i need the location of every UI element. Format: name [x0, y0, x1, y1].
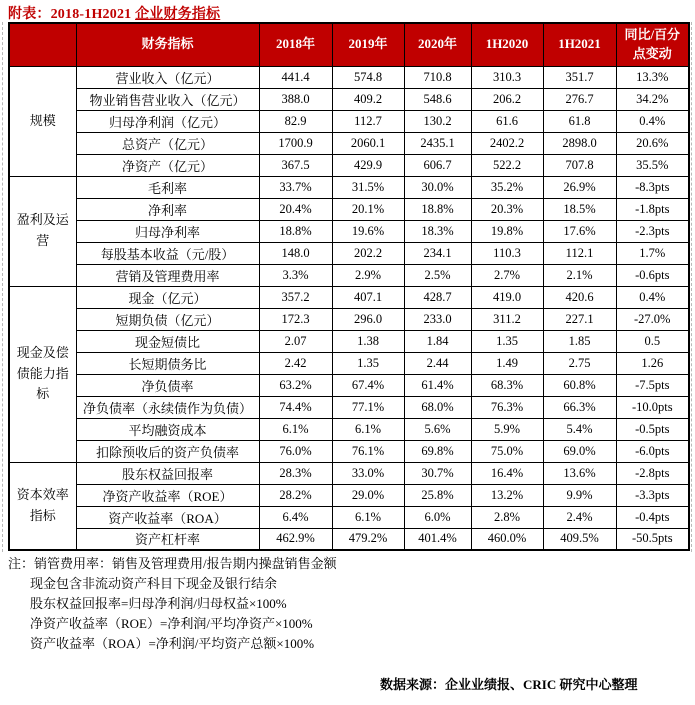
value-cell: -2.3pts	[616, 220, 689, 242]
page-title	[8, 3, 220, 23]
value-cell: 20.1%	[332, 198, 404, 220]
value-cell: 2.8%	[471, 506, 543, 528]
value-cell: 710.8	[404, 66, 471, 88]
value-cell: 68.3%	[471, 374, 543, 396]
value-cell: 409.2	[332, 88, 404, 110]
value-cell: 26.9%	[543, 176, 616, 198]
table-row	[9, 242, 689, 264]
indicator-name: 现金（亿元）	[76, 286, 259, 308]
value-cell: 409.5%	[543, 528, 616, 550]
header-cell-2019: 2019年	[332, 23, 404, 66]
table-row	[9, 110, 689, 132]
value-cell: 28.3%	[259, 462, 332, 484]
table-row	[9, 132, 689, 154]
value-cell: 18.8%	[404, 198, 471, 220]
table-row	[9, 352, 689, 374]
value-cell: 1.85	[543, 330, 616, 352]
indicator-name: 现金短债比	[76, 330, 259, 352]
table-row	[9, 264, 689, 286]
value-cell: 234.1	[404, 242, 471, 264]
header-cell-yoy-change: 同比/百分点变动	[616, 23, 689, 66]
footnote-line: 注：销管费用率：销售及管理费用/报告期内操盘销售金额	[8, 556, 337, 571]
value-cell: 69.0%	[543, 440, 616, 462]
value-cell: 76.3%	[471, 396, 543, 418]
value-cell: 2402.2	[471, 132, 543, 154]
value-cell: 2898.0	[543, 132, 616, 154]
header-cell-1h2021: 1H2021	[543, 23, 616, 66]
page-title-prefix: 附表：2018-1H2021	[8, 7, 136, 22]
financial-table	[8, 22, 690, 551]
value-cell: 3.3%	[259, 264, 332, 286]
value-cell: 35.2%	[471, 176, 543, 198]
value-cell: 462.9%	[259, 528, 332, 550]
value-cell: -0.5pts	[616, 418, 689, 440]
page-title-underlined: 企业财务指标	[135, 7, 221, 22]
indicator-name: 资产收益率（ROA）	[76, 506, 259, 528]
value-cell: 76.0%	[259, 440, 332, 462]
value-cell: 29.0%	[332, 484, 404, 506]
value-cell: 69.8%	[404, 440, 471, 462]
value-cell: 82.9	[259, 110, 332, 132]
table-row	[9, 198, 689, 220]
value-cell: 0.4%	[616, 110, 689, 132]
footnote-line: 资产收益率（ROA）=净利润/平均资产总额×100%	[30, 636, 315, 651]
value-cell: 401.4%	[404, 528, 471, 550]
value-cell: 367.5	[259, 154, 332, 176]
value-cell: 18.3%	[404, 220, 471, 242]
value-cell: 419.0	[471, 286, 543, 308]
value-cell: -27.0%	[616, 308, 689, 330]
indicator-name: 净资产（亿元）	[76, 154, 259, 176]
table-row	[9, 66, 689, 88]
table-row	[9, 506, 689, 528]
value-cell: 2.44	[404, 352, 471, 374]
value-cell: 1700.9	[259, 132, 332, 154]
value-cell: -3.3pts	[616, 484, 689, 506]
value-cell: 707.8	[543, 154, 616, 176]
indicator-name: 扣除预收后的资产负债率	[76, 440, 259, 462]
value-cell: 388.0	[259, 88, 332, 110]
value-cell: 18.8%	[259, 220, 332, 242]
value-cell: 0.5	[616, 330, 689, 352]
value-cell: -10.0pts	[616, 396, 689, 418]
value-cell: 574.8	[332, 66, 404, 88]
value-cell: 311.2	[471, 308, 543, 330]
value-cell: 25.8%	[404, 484, 471, 506]
indicator-name: 净负债率	[76, 374, 259, 396]
indicator-name: 净利率	[76, 198, 259, 220]
indicator-name: 净负债率（永续债作为负债）	[76, 396, 259, 418]
value-cell: 13.6%	[543, 462, 616, 484]
footnotes	[8, 554, 337, 654]
value-cell: 6.4%	[259, 506, 332, 528]
value-cell: 548.6	[404, 88, 471, 110]
value-cell: -50.5pts	[616, 528, 689, 550]
value-cell: -7.5pts	[616, 374, 689, 396]
value-cell: -6.0pts	[616, 440, 689, 462]
row-group-label: 现金及偿债能力指标	[9, 286, 76, 462]
value-cell: 148.0	[259, 242, 332, 264]
value-cell: 227.1	[543, 308, 616, 330]
value-cell: 19.8%	[471, 220, 543, 242]
data-source-line: 数据来源：企业业绩报、CRIC 研究中心整理	[380, 677, 638, 692]
header-cell-2018: 2018年	[259, 23, 332, 66]
value-cell: 460.0%	[471, 528, 543, 550]
value-cell: 33.7%	[259, 176, 332, 198]
value-cell: 6.1%	[332, 506, 404, 528]
value-cell: 77.1%	[332, 396, 404, 418]
value-cell: 5.6%	[404, 418, 471, 440]
value-cell: 20.6%	[616, 132, 689, 154]
value-cell: 18.5%	[543, 198, 616, 220]
value-cell: 130.2	[404, 110, 471, 132]
indicator-name: 股东权益回报率	[76, 462, 259, 484]
table-row	[9, 154, 689, 176]
table-row	[9, 220, 689, 242]
table-row	[9, 176, 689, 198]
indicator-name: 每股基本收益（元/股）	[76, 242, 259, 264]
value-cell: -2.8pts	[616, 462, 689, 484]
value-cell: 13.2%	[471, 484, 543, 506]
value-cell: 172.3	[259, 308, 332, 330]
value-cell: 9.9%	[543, 484, 616, 506]
table-row	[9, 462, 689, 484]
value-cell: 31.5%	[332, 176, 404, 198]
value-cell: 0.4%	[616, 286, 689, 308]
value-cell: 5.9%	[471, 418, 543, 440]
value-cell: 76.1%	[332, 440, 404, 462]
value-cell: 420.6	[543, 286, 616, 308]
value-cell: 60.8%	[543, 374, 616, 396]
row-group-label: 规模	[9, 66, 76, 176]
value-cell: 1.84	[404, 330, 471, 352]
value-cell: 110.3	[471, 242, 543, 264]
value-cell: 357.2	[259, 286, 332, 308]
value-cell: -0.6pts	[616, 264, 689, 286]
value-cell: 34.2%	[616, 88, 689, 110]
indicator-name: 毛利率	[76, 176, 259, 198]
value-cell: 2.4%	[543, 506, 616, 528]
header-row	[9, 23, 689, 66]
footnote-line: 股东权益回报率=归母净利润/归母权益×100%	[30, 596, 287, 611]
value-cell: 33.0%	[332, 462, 404, 484]
page-break-line-right	[691, 22, 692, 552]
indicator-name: 总资产（亿元）	[76, 132, 259, 154]
value-cell: 30.0%	[404, 176, 471, 198]
table-row	[9, 308, 689, 330]
value-cell: 2.1%	[543, 264, 616, 286]
value-cell: 429.9	[332, 154, 404, 176]
value-cell: 310.3	[471, 66, 543, 88]
header-cell-indicator: 财务指标	[76, 23, 259, 66]
table-row	[9, 374, 689, 396]
value-cell: 6.1%	[332, 418, 404, 440]
value-cell: 30.7%	[404, 462, 471, 484]
table-row	[9, 286, 689, 308]
indicator-name: 短期负债（亿元）	[76, 308, 259, 330]
footnote-line: 净资产收益率（ROE）=净利润/平均净资产×100%	[30, 616, 313, 631]
value-cell: 2.07	[259, 330, 332, 352]
value-cell: 68.0%	[404, 396, 471, 418]
value-cell: 61.6	[471, 110, 543, 132]
value-cell: 2.42	[259, 352, 332, 374]
value-cell: 1.35	[471, 330, 543, 352]
footnote-line: 现金包含非流动资产科目下现金及银行结余	[30, 576, 278, 591]
table-header	[9, 23, 689, 66]
header-corner-cell	[9, 23, 76, 66]
table-row	[9, 440, 689, 462]
value-cell: 428.7	[404, 286, 471, 308]
value-cell: 276.7	[543, 88, 616, 110]
table-body	[9, 66, 689, 550]
value-cell: 16.4%	[471, 462, 543, 484]
value-cell: 1.35	[332, 352, 404, 374]
value-cell: 1.7%	[616, 242, 689, 264]
value-cell: 112.7	[332, 110, 404, 132]
value-cell: 606.7	[404, 154, 471, 176]
table-row	[9, 88, 689, 110]
indicator-name: 归母净利率	[76, 220, 259, 242]
header-cell-2020: 2020年	[404, 23, 471, 66]
value-cell: 407.1	[332, 286, 404, 308]
value-cell: 2.75	[543, 352, 616, 374]
value-cell: 75.0%	[471, 440, 543, 462]
value-cell: 2060.1	[332, 132, 404, 154]
value-cell: 233.0	[404, 308, 471, 330]
value-cell: 6.0%	[404, 506, 471, 528]
table-row	[9, 396, 689, 418]
value-cell: 296.0	[332, 308, 404, 330]
table-row	[9, 484, 689, 506]
value-cell: 19.6%	[332, 220, 404, 242]
table-row	[9, 330, 689, 352]
indicator-name: 归母净利润（亿元）	[76, 110, 259, 132]
table-row	[9, 528, 689, 550]
value-cell: 202.2	[332, 242, 404, 264]
indicator-name: 营业收入（亿元）	[76, 66, 259, 88]
header-cell-1h2020: 1H2020	[471, 23, 543, 66]
row-group-label: 资本效率指标	[9, 462, 76, 550]
value-cell: 28.2%	[259, 484, 332, 506]
value-cell: 5.4%	[543, 418, 616, 440]
value-cell: 6.1%	[259, 418, 332, 440]
value-cell: 63.2%	[259, 374, 332, 396]
value-cell: 2.9%	[332, 264, 404, 286]
value-cell: -0.4pts	[616, 506, 689, 528]
value-cell: 67.4%	[332, 374, 404, 396]
value-cell: 20.4%	[259, 198, 332, 220]
value-cell: 1.49	[471, 352, 543, 374]
value-cell: 20.3%	[471, 198, 543, 220]
value-cell: 479.2%	[332, 528, 404, 550]
value-cell: 522.2	[471, 154, 543, 176]
indicator-name: 净资产收益率（ROE）	[76, 484, 259, 506]
page-break-line-left	[2, 22, 3, 552]
value-cell: 1.38	[332, 330, 404, 352]
value-cell: 13.3%	[616, 66, 689, 88]
value-cell: 66.3%	[543, 396, 616, 418]
value-cell: 17.6%	[543, 220, 616, 242]
value-cell: 61.8	[543, 110, 616, 132]
row-group-label: 盈利及运营	[9, 176, 76, 286]
value-cell: 61.4%	[404, 374, 471, 396]
value-cell: 74.4%	[259, 396, 332, 418]
indicator-name: 营销及管理费用率	[76, 264, 259, 286]
value-cell: 2.7%	[471, 264, 543, 286]
value-cell: 206.2	[471, 88, 543, 110]
value-cell: -1.8pts	[616, 198, 689, 220]
table-row	[9, 418, 689, 440]
indicator-name: 物业销售营业收入（亿元）	[76, 88, 259, 110]
value-cell: 441.4	[259, 66, 332, 88]
indicator-name: 平均融资成本	[76, 418, 259, 440]
value-cell: 112.1	[543, 242, 616, 264]
value-cell: 351.7	[543, 66, 616, 88]
value-cell: 2.5%	[404, 264, 471, 286]
value-cell: 1.26	[616, 352, 689, 374]
indicator-name: 资产杠杆率	[76, 528, 259, 550]
indicator-name: 长短期债务比	[76, 352, 259, 374]
value-cell: 35.5%	[616, 154, 689, 176]
value-cell: 2435.1	[404, 132, 471, 154]
value-cell: -8.3pts	[616, 176, 689, 198]
